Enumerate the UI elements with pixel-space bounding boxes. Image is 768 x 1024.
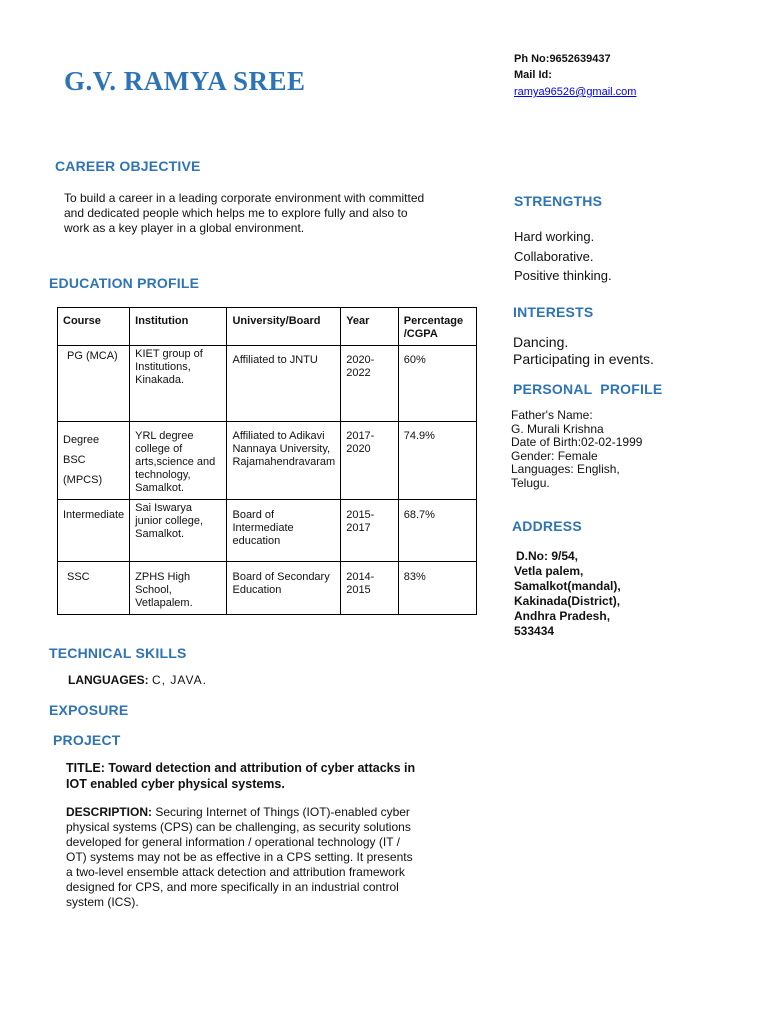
percentage-cell: 83% xyxy=(398,562,476,615)
year-cell: 2020-2022 xyxy=(341,346,399,422)
column-header: Institution xyxy=(130,308,227,346)
year-cell: 2017-2020 xyxy=(341,422,399,500)
technical-skills-heading: TECHNICAL SKILLS xyxy=(49,645,187,661)
column-header: Course xyxy=(58,308,130,346)
profile-line: Gender: Female xyxy=(511,448,598,463)
year-cell: 2014-2015 xyxy=(341,562,399,615)
personal-profile-heading: PERSONAL PROFILE xyxy=(513,381,663,397)
title-label: TITLE: xyxy=(66,761,105,775)
percentage-cell: 74.9% xyxy=(398,422,476,500)
profile-line: Telugu. xyxy=(511,475,550,490)
languages-line xyxy=(68,673,207,687)
objective-line: work as a key player in a global environment. xyxy=(64,221,305,235)
address-line: Kakinada(District), xyxy=(514,594,621,608)
objective-line: and dedicated people which helps me to explore fully and also to xyxy=(64,206,408,220)
languages-value: C, JAVA. xyxy=(152,673,207,687)
career-objective-text xyxy=(64,191,484,236)
education-heading: EDUCATION PROFILE xyxy=(49,275,200,291)
objective-line: To build a career in a leading corporate environment with committed xyxy=(64,191,425,205)
profile-line: G. Murali Krishna xyxy=(511,421,604,436)
exposure-heading: EXPOSURE xyxy=(49,702,129,718)
percentage-cell: 60% xyxy=(398,346,476,422)
description-line: a two-level ensemble attack detection and attribution framework xyxy=(66,865,405,879)
course-cell: PG (MCA) xyxy=(58,346,130,422)
list-item: Participating in events. xyxy=(513,351,654,367)
address-heading: ADDRESS xyxy=(512,518,582,534)
project-title xyxy=(66,761,470,792)
institution-cell: Sai Iswarya junior college, Samalkot. xyxy=(130,500,227,562)
list-item: Dancing. xyxy=(513,334,569,350)
table-row xyxy=(58,346,477,422)
project-heading: PROJECT xyxy=(53,732,121,748)
career-objective-heading: CAREER OBJECTIVE xyxy=(55,158,201,174)
project-title-line: IOT enabled cyber physical systems. xyxy=(66,776,285,791)
description-label: DESCRIPTION: xyxy=(66,805,153,819)
description-line: system (ICS). xyxy=(66,895,139,909)
table-header-row xyxy=(58,308,477,346)
interests-list xyxy=(513,334,654,368)
board-cell: Affiliated to JNTU xyxy=(227,346,341,422)
percentage-cell: 68.7% xyxy=(398,500,476,562)
table-row xyxy=(58,562,477,615)
course-cell: SSC xyxy=(58,562,130,615)
address-details xyxy=(514,549,621,639)
column-header: University/Board xyxy=(227,308,341,346)
column-header: Percentage /CGPA xyxy=(398,308,476,346)
interests-heading: INTERESTS xyxy=(513,304,594,320)
email-link[interactable]: ramya96526@gmail.com xyxy=(514,86,637,98)
education-table xyxy=(57,307,477,615)
column-header: Year xyxy=(341,308,399,346)
table-row xyxy=(58,500,477,562)
profile-line: Date of Birth:02-02-1999 xyxy=(511,435,643,449)
strengths-list xyxy=(514,227,612,286)
description-line: DESCRIPTION: Securing Internet of Things (IOT)-enabled cyber xyxy=(66,805,410,819)
phone-number: Ph No:9652639437 xyxy=(514,53,611,65)
list-item: Hard working. xyxy=(514,229,595,244)
candidate-name: G.V. RAMYA SREE xyxy=(64,66,306,96)
profile-line: Languages: English, xyxy=(511,462,620,476)
address-line: Vetla palem, xyxy=(514,564,584,578)
personal-profile-details xyxy=(511,409,642,490)
board-cell: Board of Secondary Education xyxy=(227,562,341,615)
institution-cell: YRL degree college of arts,science and technology, Samalkot. xyxy=(130,422,227,500)
address-line: Andhra Pradesh, xyxy=(514,609,611,623)
description-line: developed for general information / operational technology (IT / xyxy=(66,835,400,849)
address-line: Samalkot(mandal), xyxy=(514,579,621,593)
table-row xyxy=(58,422,477,500)
description-line: OT) systems may not be as effective in a CPS setting. It presents xyxy=(66,850,413,864)
mail-label: Mail Id: xyxy=(514,69,552,81)
board-cell: Affiliated to Adikavi Nannaya University, Rajamahendravaram xyxy=(227,422,341,500)
address-line: D.No: 9/54, xyxy=(516,549,579,563)
languages-label: LANGUAGES: xyxy=(68,673,149,687)
project-title-line xyxy=(66,761,470,777)
institution-cell: KIET group of Institutions, Kinakada. xyxy=(130,346,227,422)
description-line: designed for CPS, and more specifically in an industrial control xyxy=(66,880,399,894)
institution-cell: ZPHS High School, Vetlapalem. xyxy=(130,562,227,615)
project-description xyxy=(66,805,436,910)
strengths-heading: STRENGTHS xyxy=(514,193,603,209)
address-line: 533434 xyxy=(514,624,555,638)
list-item: Positive thinking. xyxy=(514,268,612,283)
title-text: Toward detection and attribution of cyber attacks in xyxy=(108,761,416,775)
list-item: Collaborative. xyxy=(514,248,594,264)
year-cell: 2015-2017 xyxy=(341,500,399,562)
description-line: physical systems (CPS) can be challenging, as security solutions xyxy=(66,820,411,834)
profile-line: Father's Name: xyxy=(511,408,593,422)
course-cell: Degree BSC (MPCS) xyxy=(58,422,130,500)
course-cell: Intermediate xyxy=(58,500,130,562)
board-cell: Board of Intermediate education xyxy=(227,500,341,562)
